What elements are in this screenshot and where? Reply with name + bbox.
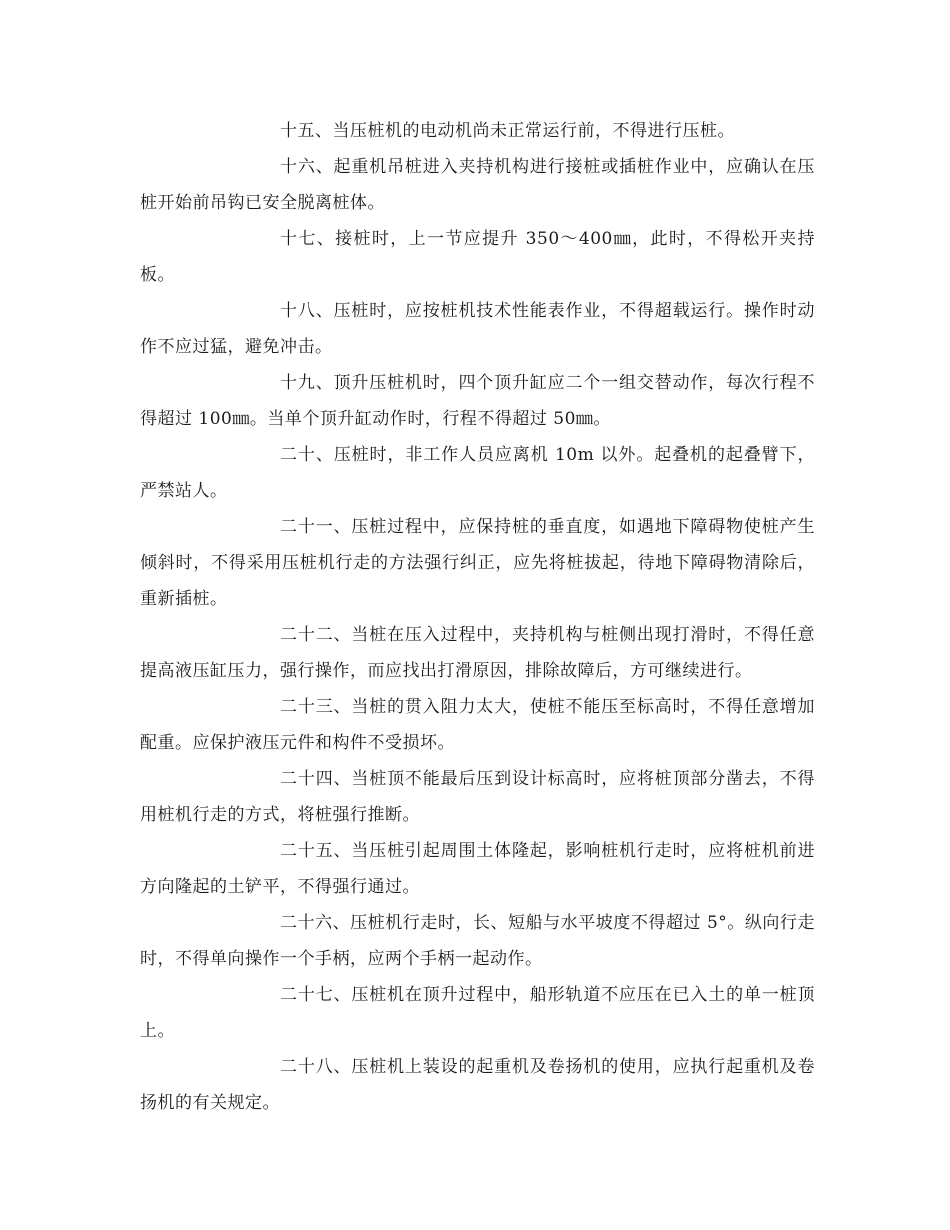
- paragraph-16: 十六、起重机吊桩进入夹持机构进行接桩或插桩作业中，应确认在压桩开始前吊钩已安全脱离桩体。: [140, 157, 815, 213]
- paragraph-28: 二十八、压桩机上装设的起重机及卷扬机的使用，应执行起重机及卷扬机的有关规定。: [140, 1057, 815, 1113]
- paragraph-27: 二十七、压桩机在顶升过程中，船形轨道不应压在已入土的单一桩顶上。: [140, 985, 815, 1041]
- paragraph-15: 十五、当压桩机的电动机尚未正常运行前，不得进行压桩。: [280, 121, 735, 141]
- paragraph-18: 十八、压桩时，应按桩机技术性能表作业，不得超载运行。操作时动作不应过猛，避免冲击。: [140, 301, 815, 357]
- paragraph-24: 二十四、当桩顶不能最后压到设计标高时，应将桩顶部分凿去，不得用桩机行走的方式，将桩强行推断。: [140, 769, 815, 825]
- paragraph-26: 二十六、压桩机行走时，长、短船与水平坡度不得超过 5°。纵向行走时，不得单向操作一个手柄，应两个手柄一起动作。: [140, 913, 815, 969]
- paragraph-21: 二十一、压桩过程中，应保持桩的垂直度，如遇地下障碍物使桩产生倾斜时，不得采用压桩机行走的方法强行纠正，应先将桩拔起，待地下障碍物清除后，重新插桩。: [140, 517, 815, 609]
- document-body: [140, 113, 815, 1121]
- paragraph-19: 十九、顶升压桩机时，四个顶升缸应二个一组交替动作，每次行程不得超过 100㎜。当单个顶升缸动作时，行程不得超过 50㎜。: [140, 373, 815, 429]
- paragraph-23: 二十三、当桩的贯入阻力太大，使桩不能压至标高时，不得任意增加配重。应保护液压元件和构件不受损坏。: [140, 697, 815, 753]
- paragraph-20: 二十、压桩时，非工作人员应离机 10m 以外。起叠机的起叠臂下，严禁站人。: [140, 445, 815, 501]
- paragraph-17: 十七、接桩时，上一节应提升 350～400㎜，此时，不得松开夹持板。: [140, 229, 815, 285]
- paragraph-25: 二十五、当压桩引起周围土体隆起，影响桩机行走时，应将桩机前进方向隆起的土铲平，不得强行通过。: [140, 841, 815, 897]
- paragraph-22: 二十二、当桩在压入过程中，夹持机构与桩侧出现打滑时，不得任意提高液压缸压力，强行操作，而应找出打滑原因，排除故障后，方可继续进行。: [140, 625, 815, 681]
